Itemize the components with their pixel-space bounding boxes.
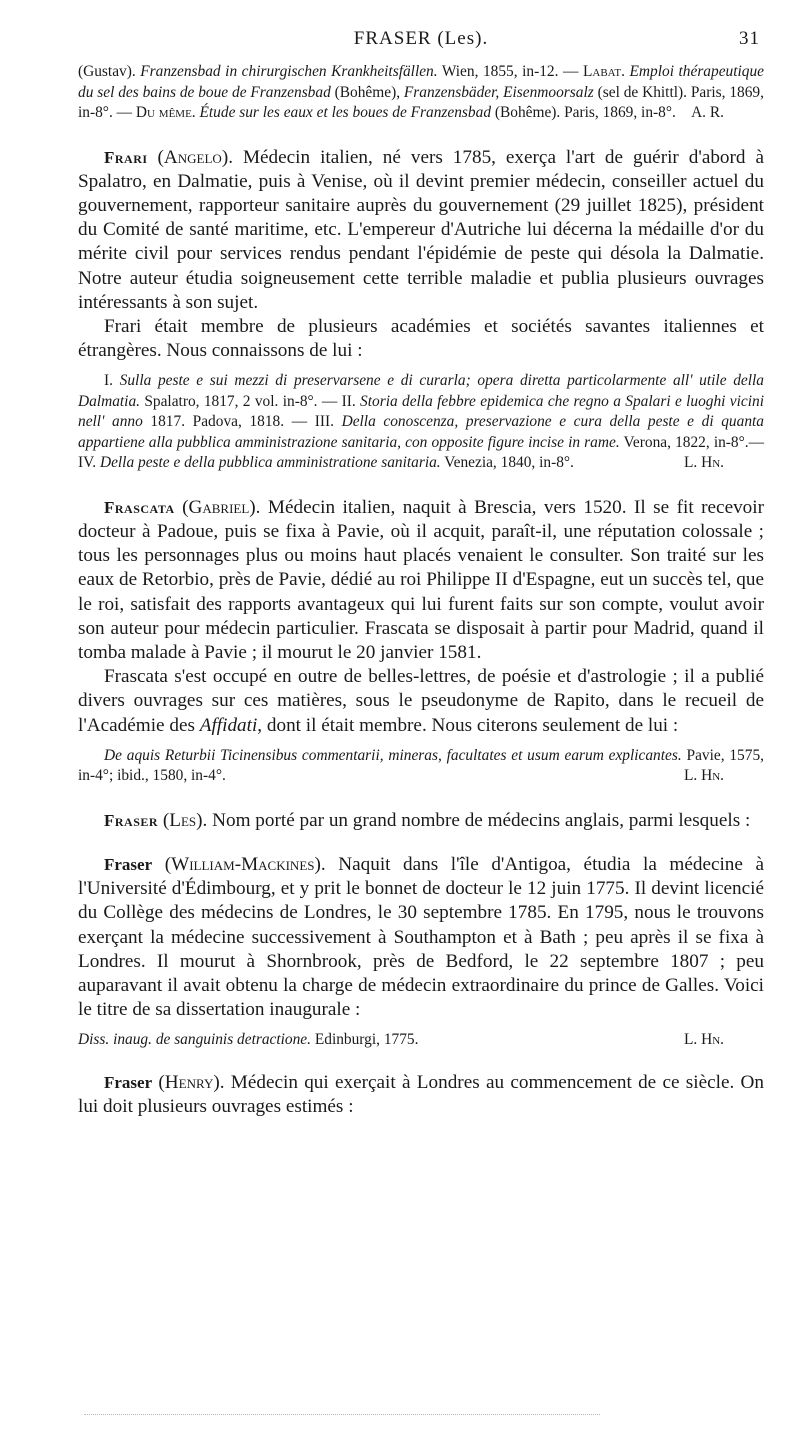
page-number: 31 bbox=[739, 28, 760, 49]
entry-paragraph: Fraser (William-Mackines). Naquit dans l'île d'Antigoa, étudia la médecine à l'Université d'Édimbourg, et y prit le bonnet de docteur le 12 juin 1775. Il devint licencié du Collège des médecins de Londres, le 30 septembre 1785. En 1795, nous le trouvons exerçant la médecine successivement à Southampton et à Bath ; peu après il se fixa à Londres. Il mourut à Shornbrook, près de Bedford, le 22 septembre 1807 ; peu auparavant il avait obtenu la charge de médecin extraordinaire du prince de Galles. Voici le titre de sa dissertation inaugurale : bbox=[78, 854, 765, 1021]
entry-bibliography: I. Sulla peste e sui mezzi di preservarsene e di curarla; opera diretta particolarmente all' utile della Dalmatia. Spalatro, 1817, 2 vol. in-8°. — II. Storia della febbre epidemica che regno a Spalari e luoghi vicini nell' anno 1817. Padova, 1818. — III. Della conoscenza, preservazione e cura della peste e di quanta appartiene alla pubblica amministrazione sanitaria, con opposite figure incise in rame. Verona, 1822, in-8°.— IV. Della peste e della pubblica amministratione sanitaria. Venezia, 1840, in-8°. L. Hn. bbox=[78, 371, 764, 474]
signature: A. R. bbox=[691, 104, 724, 121]
entry-headword: Fraser bbox=[104, 855, 153, 875]
entry-paragraph: Frari était membre de plusieurs académies et sociétés savantes italiennes et étrangères. Nous connaissons de lui : bbox=[78, 315, 764, 362]
entry-paragraph: Fraser (Henry). Médecin qui exerçait à Londres au commencement de ce siècle. On lui doit plusieurs ouvrages estimés : bbox=[78, 1071, 764, 1118]
running-title: FRASER (Les). bbox=[353, 28, 489, 49]
entry-headword: Frari bbox=[104, 147, 148, 167]
signature: L. Hn. bbox=[683, 454, 724, 472]
subentry-fraser-william bbox=[78, 853, 764, 1051]
footer-bleedthrough-rule bbox=[84, 1414, 600, 1415]
entry-frascata bbox=[78, 496, 764, 787]
entry-headword: Fraser bbox=[104, 810, 159, 830]
entry-forename: (Angelo). bbox=[157, 146, 234, 168]
entry-headword: Frascata bbox=[104, 497, 175, 517]
entry-forename: (Les). bbox=[162, 809, 208, 831]
entry-forename: (Gabriel). bbox=[182, 496, 261, 518]
entry-frari bbox=[78, 146, 764, 474]
entry-bibliography: De aquis Returbii Ticinensibus commentarii, mineras, facultates et usum earum explicantes. Pavie, 1575, in-4°; ibid., 1580, in-4°. L. Hn. bbox=[78, 746, 764, 787]
entry-paragraph: Fraser (Les). Nom porté par un grand nombre de médecins anglais, parmi lesquels : bbox=[104, 809, 751, 831]
signature: L. Hn. bbox=[683, 1031, 724, 1049]
entry-paragraph: Frascata s'est occupé en outre de belles-lettres, de poésie et d'astrologie ; il a publié divers ouvrages sur ces matières, sous le pseudonyme de Rapito, dans le recueil de l'Académie des Affidati, dont il était membre. Nous citerons seulement de lui : bbox=[78, 666, 764, 736]
running-header bbox=[78, 28, 764, 52]
previous-entry-bibliography: (Gustav). Franzensbad in chirurgischen Krankheitsfällen. Wien, 1855, in-12. — Labat. Emploi thérapeutique du sel des bains de boue de Franzensbad (Bohême), Franzensbäder, Eisenmoorsalz (sel de Khittl). Paris, 1869, in-8°. — Du même. Étude sur les eaux et les boues de Franzensbad (Bohême). Paris, 1869, in-8°. A. R. bbox=[78, 62, 764, 124]
entry-paragraph: Frascata (Gabriel). Médecin italien, naquit à Brescia, vers 1520. Il se fit recevoir docteur à Padoue, puis se fixa à Pavie, où il acquit, paraît-il, une réputation colossale ; tous les personnages plus ou moins haut placés venaient le consulter. Son traité sur les eaux de Retorbio, près de Pavie, dédié au roi Philippe II d'Espagne, eut un succès tel, que le roi, satisfait des rapports avantageux qui lui furent faits sur son compte, voulut avoir son auteur pour médecin particulier. Frascata se disposait à partir pour Madrid, quand il tomba malade à Pavie ; il mourut le 20 janvier 1581. bbox=[78, 496, 764, 664]
subentry-fraser-henry bbox=[78, 1071, 764, 1119]
signature: L. Hn. bbox=[683, 767, 724, 785]
entry-paragraph: Frari (Angelo). Médecin italien, né vers 1785, exerça l'art de guérir d'abord à Spalatro, en Dalmatie, puis à Venise, où il devint premier médecin, conseiller actuel du gouvernement, rapporteur sanitaire auprès du gouvernement (29 juillet 1825), président du Comité de santé maritime, etc. L'empereur d'Autriche lui décerna la médaille d'or du mérite civil pour services rendus pendant l'épidémie de peste qui désola la Dalmatie. Notre auteur étudia soigneusement cette terrible maladie et publia plusieurs ouvrages intéressants à son sujet. bbox=[78, 146, 764, 313]
entry-forename: (Henry). bbox=[158, 1071, 225, 1093]
entry-bibliography: Diss. inaug. de sanguinis detractione. Edinburgi, 1775. L. Hn. bbox=[78, 1030, 764, 1051]
entry-fraser bbox=[78, 809, 764, 1120]
entry-forename: (William-Mackines). bbox=[164, 854, 326, 876]
entry-headword: Fraser bbox=[104, 1072, 153, 1092]
